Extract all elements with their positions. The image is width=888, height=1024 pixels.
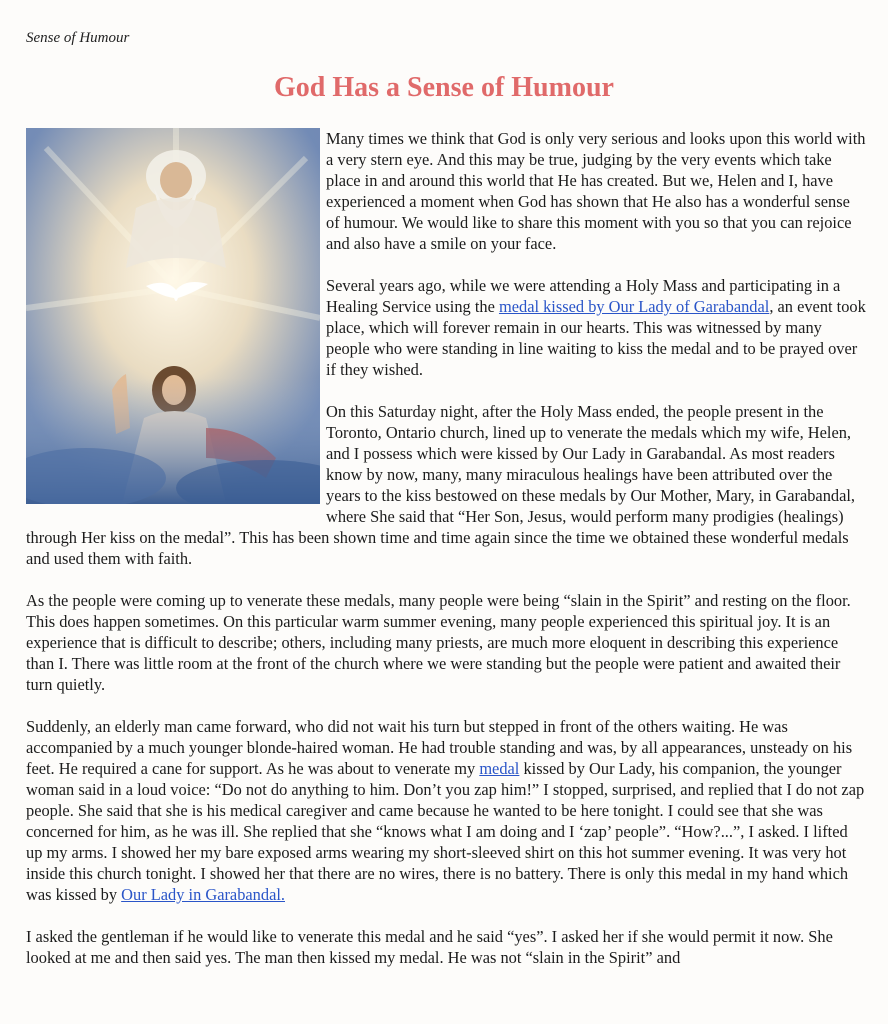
our-lady-garabandal-link[interactable]: Our Lady in Garabandal. <box>121 885 285 904</box>
paragraph-6: I asked the gentleman if he would like to venerate this medal and he said “yes”. I asked her if she would permit it now. She looked at me and then said yes. The man then kissed my medal. He was not “slain in the Spirit” and <box>26 927 833 967</box>
paragraph-5-text-b: kissed by Our Lady, his companion, the younger woman said in a loud voice: “Do not do anything to him. Don’t you zap him!” I stopped, surprised, and replied that I do not zap people. She said that she is his medical caregiver and came because he wanted to be here tonight. I could see that she was concerned for him, as he was ill. She replied that she “knows what I am doing and I ‘zap’ people”. “How?...”, I asked. I lifted up my arms. I showed her my bare exposed arms wearing my short-sleeved shirt on this hot summer evening. It was very hot inside this church tonight. I showed her that there are no wires, there is no battery. There is only this medal in my hand which was kissed by <box>26 759 865 904</box>
painting-illustration <box>26 128 320 504</box>
paragraph-1: Many times we think that God is only very serious and looks upon this world with a very stern eye. And this may be true, judging by the very events which take place in and around this world that He has created. But we, Helen and I, have experienced a moment when God has shown that He also has a wonderful sense of humour. We would like to share this moment with you so that you can rejoice and also have a smile on your face. <box>326 129 866 253</box>
religious-painting-image <box>26 128 320 504</box>
medal-link[interactable]: medal <box>479 759 520 778</box>
paragraph-2-text-b: , an event took place, which will forever remain in our hearts. This was witnessed by many people who were standing in line waiting to kiss the medal and to be prayed over if they wished. <box>326 297 866 379</box>
paragraph-5 <box>26 716 866 905</box>
paragraph-2-text-a: Several years ago, while we were attending a Holy Mass and participating in a Healing Service using the <box>326 276 841 316</box>
medal-kissed-link[interactable]: medal kissed by Our Lady of Garabandal <box>498 297 770 316</box>
page-title: God Has a Sense of Humour <box>274 72 614 103</box>
paragraph-4: As the people were coming up to venerate these medals, many people were being “slain in the Spirit” and resting on the floor. This does happen sometimes. On this particular warm summer evening, many people experienced this spiritual joy. It is an experience that is difficult to describe; others, including many priests, are much more eloquent in describing this experience than I. There was little room at the front of the church where we were standing but the people were patient and awaited their turn quietly. <box>26 591 851 694</box>
paragraph-3: On this Saturday night, after the Holy Mass ended, the people present in the Toronto, Ontario church, lined up to venerate the medals which my wife, Helen, and I possess which were kissed by Our Lady in Garabandal. As most readers know by now, many, many miraculous healings have been attributed over the years to the kiss bestowed on these medals by Our Mother, Mary, in Garabandal, where She said that “Her Son, Jesus, would perform many prodigies (healings) through Her kiss on the medal”. This has been shown time and time again since the time we obtained these wonderful medals and used them with faith. <box>26 402 856 568</box>
paragraph-5-text-a: Suddenly, an elderly man came forward, who did not wait his turn but stepped in front of the others waiting. He was accompanied by a much younger blonde-haired woman. He had trouble standing and was, by all appearances, unsteady on his feet. He required a cane for support. As he was about to venerate my <box>26 717 853 778</box>
article-body <box>26 128 866 989</box>
running-header: Sense of Humour <box>26 30 130 46</box>
